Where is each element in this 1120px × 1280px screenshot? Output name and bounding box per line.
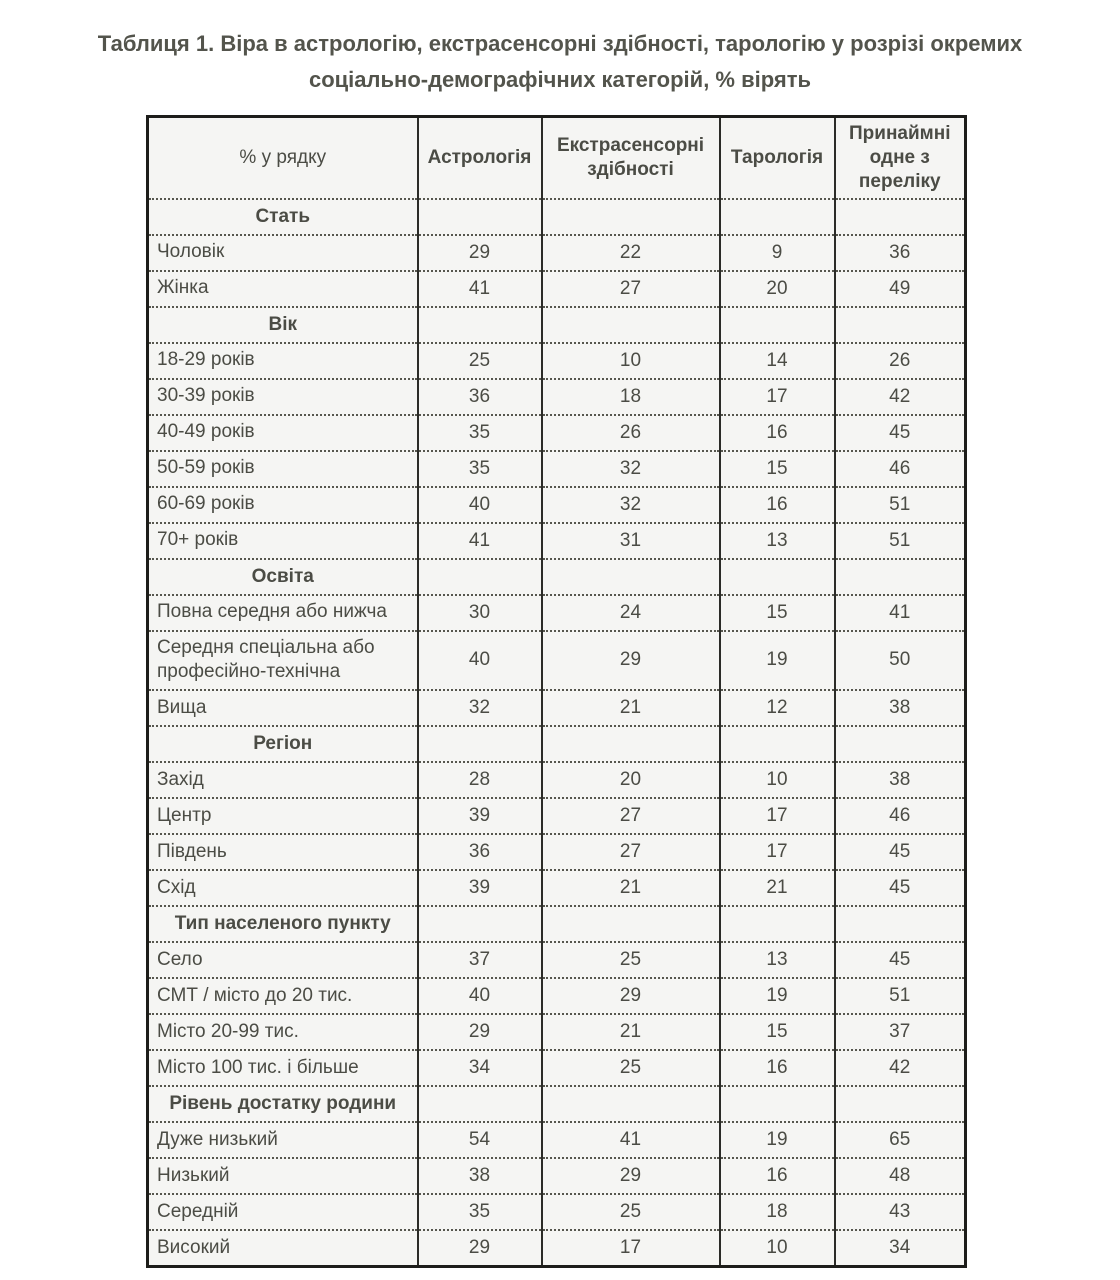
value-cell: 48 [835,1158,966,1194]
value-cell: 19 [720,978,835,1014]
value-cell: 20 [542,762,720,798]
table-row [148,451,966,487]
empty-cell [542,726,720,762]
value-cell: 10 [720,1230,835,1266]
table-row [148,690,966,726]
empty-cell [542,559,720,595]
value-cell: 37 [835,1014,966,1050]
table-row [148,1194,966,1230]
table-row [148,1050,966,1086]
table-caption: Таблиця 1. Віра в астрологію, екстрасенсорні здібності, тарологію у розрізі окремих соціально-демографічних категорій, % вірять [97,31,1023,92]
row-label: Високий [148,1230,418,1266]
row-label: Схід [148,870,418,906]
value-cell: 41 [835,595,966,631]
value-cell: 13 [720,523,835,559]
value-cell: 34 [835,1230,966,1266]
empty-cell [418,307,542,343]
empty-cell [418,906,542,942]
value-cell: 38 [418,1158,542,1194]
value-cell: 32 [542,487,720,523]
empty-cell [542,199,720,235]
table-row [148,631,966,690]
value-cell: 20 [720,271,835,307]
row-label: 40-49 років [148,415,418,451]
header-row [148,117,966,199]
empty-cell [720,906,835,942]
value-cell: 29 [542,978,720,1014]
table-row [148,343,966,379]
row-label: 18-29 років [148,343,418,379]
value-cell: 15 [720,595,835,631]
empty-cell [418,726,542,762]
value-cell: 38 [835,762,966,798]
value-cell: 35 [418,451,542,487]
row-label: Захід [148,762,418,798]
table-row [148,595,966,631]
empty-cell [835,559,966,595]
value-cell: 25 [542,1194,720,1230]
row-label: Дуже низький [148,1122,418,1158]
value-cell: 30 [418,595,542,631]
row-label: Низький [148,1158,418,1194]
value-cell: 45 [835,834,966,870]
value-cell: 17 [720,379,835,415]
row-label: Повна середня або нижча [148,595,418,631]
header-at-least-one: Принаймні одне з переліку [835,117,966,199]
table-row [148,942,966,978]
row-label: 50-59 років [148,451,418,487]
value-cell: 41 [542,1122,720,1158]
value-cell: 16 [720,1050,835,1086]
table-header [148,117,966,199]
section-row [148,906,966,942]
row-label: Село [148,942,418,978]
row-label: 60-69 років [148,487,418,523]
empty-cell [835,906,966,942]
row-label: Середня спеціальна або професійно-технічна [148,631,418,690]
value-cell: 27 [542,271,720,307]
value-cell: 38 [835,690,966,726]
section-row [148,1086,966,1122]
empty-cell [835,726,966,762]
value-cell: 27 [542,798,720,834]
section-label: Вік [148,307,418,343]
value-cell: 36 [835,235,966,271]
section-label: Тип населеного пункту [148,906,418,942]
empty-cell [720,1086,835,1122]
value-cell: 51 [835,523,966,559]
table-row [148,1158,966,1194]
empty-cell [418,199,542,235]
value-cell: 19 [720,631,835,690]
value-cell: 15 [720,1014,835,1050]
empty-cell [720,559,835,595]
value-cell: 46 [835,451,966,487]
value-cell: 54 [418,1122,542,1158]
header-row-label: % у рядку [148,117,418,199]
value-cell: 35 [418,1194,542,1230]
header-astrology: Астрологія [418,117,542,199]
section-label: Освіта [148,559,418,595]
table-row [148,798,966,834]
row-label: Чоловік [148,235,418,271]
value-cell: 16 [720,487,835,523]
empty-cell [542,1086,720,1122]
value-cell: 35 [418,415,542,451]
value-cell: 14 [720,343,835,379]
value-cell: 17 [720,834,835,870]
value-cell: 45 [835,942,966,978]
value-cell: 9 [720,235,835,271]
row-label: 30-39 років [148,379,418,415]
section-row [148,307,966,343]
row-label: 70+ років [148,523,418,559]
table-row [148,834,966,870]
value-cell: 29 [542,1158,720,1194]
section-label: Регіон [148,726,418,762]
value-cell: 10 [720,762,835,798]
value-cell: 25 [542,942,720,978]
value-cell: 65 [835,1122,966,1158]
value-cell: 39 [418,870,542,906]
table-row [148,271,966,307]
table-body [148,199,966,1266]
value-cell: 29 [542,631,720,690]
section-row [148,199,966,235]
value-cell: 16 [720,415,835,451]
header-psychic: Екстрасенсорні здібності [542,117,720,199]
value-cell: 51 [835,487,966,523]
row-label: Середній [148,1194,418,1230]
value-cell: 29 [418,1014,542,1050]
value-cell: 24 [542,595,720,631]
row-label: Центр [148,798,418,834]
empty-cell [720,726,835,762]
value-cell: 32 [418,690,542,726]
value-cell: 50 [835,631,966,690]
row-label: Місто 20-99 тис. [148,1014,418,1050]
value-cell: 15 [720,451,835,487]
belief-statistics-table [146,115,967,1267]
empty-cell [835,1086,966,1122]
table-row [148,1230,966,1266]
value-cell: 40 [418,631,542,690]
value-cell: 21 [720,870,835,906]
value-cell: 26 [542,415,720,451]
table-row [148,762,966,798]
value-cell: 36 [418,834,542,870]
value-cell: 21 [542,870,720,906]
value-cell: 18 [542,379,720,415]
empty-cell [720,307,835,343]
table-row [148,235,966,271]
empty-cell [418,1086,542,1122]
value-cell: 21 [542,1014,720,1050]
value-cell: 46 [835,798,966,834]
value-cell: 28 [418,762,542,798]
empty-cell [418,559,542,595]
value-cell: 41 [418,523,542,559]
row-label: СМТ / місто до 20 тис. [148,978,418,1014]
table-row [148,523,966,559]
section-row [148,726,966,762]
row-label: Вища [148,690,418,726]
value-cell: 25 [418,343,542,379]
value-cell: 22 [542,235,720,271]
value-cell: 37 [418,942,542,978]
value-cell: 17 [720,798,835,834]
value-cell: 41 [418,271,542,307]
table-row [148,379,966,415]
header-tarot: Тарологія [720,117,835,199]
table-row [148,487,966,523]
value-cell: 40 [418,978,542,1014]
row-label: Місто 100 тис. і більше [148,1050,418,1086]
value-cell: 45 [835,870,966,906]
value-cell: 42 [835,379,966,415]
value-cell: 26 [835,343,966,379]
section-row [148,559,966,595]
value-cell: 36 [418,379,542,415]
section-label: Стать [148,199,418,235]
table-row [148,1122,966,1158]
table-row [148,870,966,906]
empty-cell [542,307,720,343]
value-cell: 17 [542,1230,720,1266]
value-cell: 29 [418,235,542,271]
value-cell: 10 [542,343,720,379]
empty-cell [720,199,835,235]
value-cell: 32 [542,451,720,487]
empty-cell [835,199,966,235]
value-cell: 19 [720,1122,835,1158]
empty-cell [542,906,720,942]
table-row [148,978,966,1014]
row-label: Південь [148,834,418,870]
value-cell: 18 [720,1194,835,1230]
value-cell: 40 [418,487,542,523]
value-cell: 29 [418,1230,542,1266]
value-cell: 51 [835,978,966,1014]
value-cell: 25 [542,1050,720,1086]
section-label: Рівень достатку родини [148,1086,418,1122]
value-cell: 21 [542,690,720,726]
row-label: Жінка [148,271,418,307]
value-cell: 16 [720,1158,835,1194]
value-cell: 49 [835,271,966,307]
value-cell: 39 [418,798,542,834]
value-cell: 12 [720,690,835,726]
empty-cell [835,307,966,343]
value-cell: 34 [418,1050,542,1086]
table-row [148,415,966,451]
value-cell: 42 [835,1050,966,1086]
value-cell: 45 [835,415,966,451]
value-cell: 13 [720,942,835,978]
value-cell: 43 [835,1194,966,1230]
value-cell: 31 [542,523,720,559]
value-cell: 27 [542,834,720,870]
table-row [148,1014,966,1050]
